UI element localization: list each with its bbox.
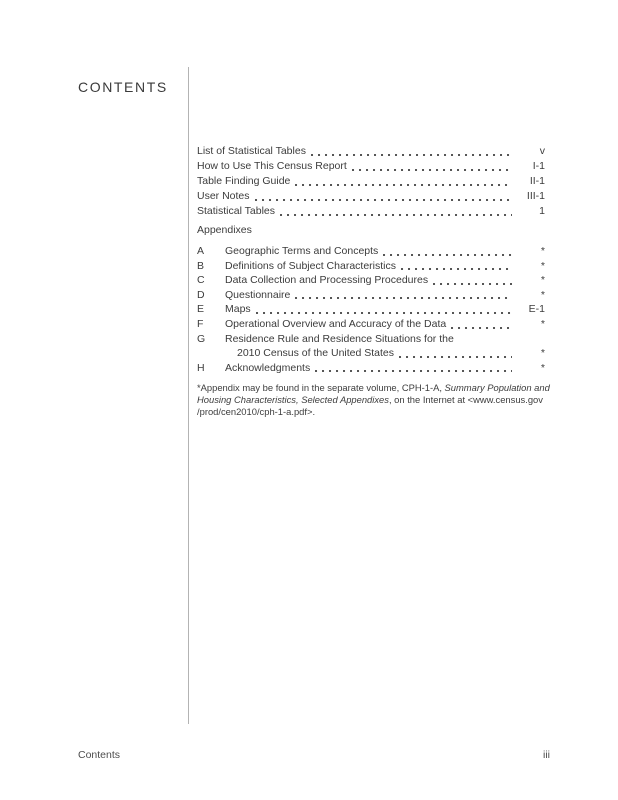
- toc-entry-title: Data Collection and Processing Procedures: [225, 274, 429, 287]
- toc-entry-page: *: [540, 288, 545, 301]
- toc-entry: [197, 204, 545, 219]
- toc-entry: [197, 332, 545, 347]
- footnote: [197, 382, 553, 418]
- toc-entry: [197, 174, 545, 189]
- toc-entry: [197, 288, 545, 303]
- appendix-letter: D: [197, 288, 205, 301]
- dot-leader: [310, 361, 515, 376]
- toc-entry-page: II-1: [529, 175, 545, 187]
- dot-leader: [428, 273, 515, 288]
- vertical-rule: [188, 67, 189, 724]
- toc-entry: [197, 259, 545, 274]
- toc-entry: [197, 273, 545, 288]
- toc-entry-page: *: [540, 361, 545, 374]
- toc-entry-page: 1: [539, 205, 545, 217]
- appendix-list: [197, 244, 545, 375]
- appendix-letter: E: [197, 303, 205, 316]
- toc-entry: [197, 244, 545, 259]
- toc-entry-title: List of Statistical Tables: [197, 145, 306, 157]
- toc-entry-title: Statistical Tables: [197, 205, 276, 217]
- footer-page-label: Contents: [78, 749, 121, 761]
- toc-entry-page: *: [540, 245, 545, 257]
- toc-entry-title: Operational Overview and Accuracy of the Data: [225, 317, 447, 330]
- toc-entry-title: 2010 Census of the United States: [237, 347, 395, 360]
- footnote-text-prefix: *Appendix may be found in the separate volume, CPH-1-A,: [197, 382, 445, 393]
- table-of-contents: [197, 144, 545, 375]
- dot-leader: [290, 174, 515, 189]
- dot-leader: [306, 144, 515, 159]
- footnote-url-tail: /prod/cen2010/cph-1-a.pdf>.: [197, 406, 316, 417]
- dot-leader: [347, 159, 515, 174]
- toc-entry-page: *: [540, 317, 545, 330]
- dot-leader: [394, 346, 515, 361]
- footnote-text-italic: Summary Population and Housing Characteristics, Selected Appendixes: [197, 382, 550, 405]
- toc-entry: [197, 144, 545, 159]
- toc-entry-page: v: [539, 145, 545, 157]
- appendix-letter: C: [197, 274, 205, 287]
- toc-entry: [197, 317, 545, 332]
- toc-entry-continuation: [197, 346, 545, 361]
- toc-entry-title: Definitions of Subject Characteristics: [225, 259, 396, 272]
- dot-leader: [251, 302, 515, 317]
- appendix-letter: F: [197, 317, 204, 330]
- toc-entry-title: Maps: [225, 303, 251, 316]
- toc-entry-title: User Notes: [197, 190, 250, 202]
- appendix-letter: H: [197, 361, 205, 374]
- dot-leader: [250, 189, 515, 204]
- toc-entry: [197, 159, 545, 174]
- appendix-letter: G: [197, 332, 206, 345]
- dot-leader: [275, 204, 515, 219]
- toc-entry-page: *: [540, 274, 545, 287]
- toc-entry: [197, 189, 545, 204]
- toc-entry-title: Table Finding Guide: [197, 175, 291, 187]
- dot-leader: [396, 259, 515, 274]
- toc-entry-page: III-1: [526, 190, 545, 202]
- appendixes-heading: Appendixes: [197, 224, 252, 236]
- toc-entry-title: Geographic Terms and Concepts: [225, 245, 379, 257]
- appendix-letter: A: [197, 245, 205, 257]
- toc-entry-title: Residence Rule and Residence Situations for the: [225, 332, 454, 345]
- page-heading: CONTENTS: [78, 79, 168, 95]
- toc-entry: [197, 302, 545, 317]
- appendix-letter: B: [197, 259, 205, 272]
- dot-leader: [446, 317, 515, 332]
- footer-page-number: iii: [543, 749, 550, 761]
- toc-entry-page: *: [540, 347, 545, 360]
- toc-entry: [197, 361, 545, 376]
- toc-entry-title: How to Use This Census Report: [197, 160, 347, 172]
- dot-leader: [378, 244, 515, 259]
- dot-leader: [290, 288, 515, 303]
- toc-entry-page: *: [540, 259, 545, 272]
- toc-entry-page: E-1: [528, 303, 545, 316]
- toc-entry-title: Acknowledgments: [225, 361, 311, 374]
- footnote-text-suffix: , on the Internet at <www.census.gov: [388, 394, 543, 405]
- toc-entry-page: I-1: [532, 160, 545, 172]
- toc-entry-title: Questionnaire: [225, 288, 291, 301]
